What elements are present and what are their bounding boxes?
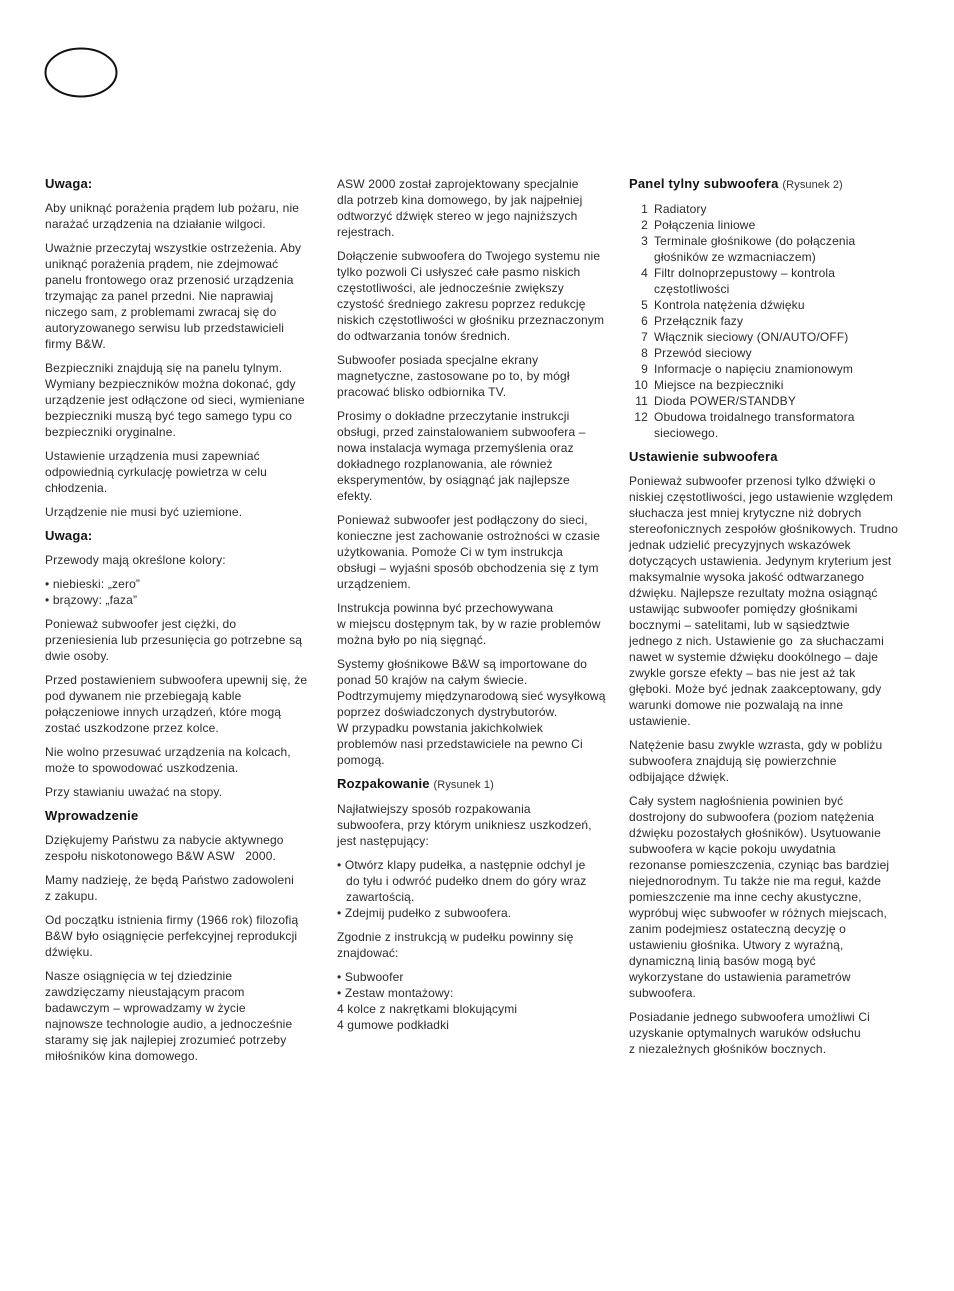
unpacking-title: Rozpakowanie [337,776,430,791]
wire-colors-list [45,576,325,608]
rear-panel-title: Panel tylny subwoofera [629,176,779,191]
item-text: Obudowa troidalnego transformatora sieciowego. [654,410,855,440]
list-item: 4 kolce z nakrętkami blokującymi [337,1002,518,1016]
list-item [631,313,919,329]
list-item: 4 gumowe podkładki [337,1018,450,1032]
column-right [629,176,919,1065]
column-middle [337,176,622,1041]
list-item [631,329,919,345]
list-item [631,377,919,393]
list-item: • brązowy: „faza” [45,593,138,607]
figure-reference: (Rysunek 1) [433,779,494,791]
item-text: Włącznik sieciowy (ON/AUTO/OFF) [654,330,849,344]
list-item [631,345,919,361]
intro-paragraph: Nasze osiągnięcia w tej dziedzinie zawdzięczamy nieustającym pracom badawczym – wprowadzamy w życie najnowsze technologie audio, a jednocześnie staramy się jak najlepiej zrozumieć potrzeby miłośników kina domowego. [45,969,293,1063]
language-tab-oval [44,47,118,98]
item-number: 12 [634,410,648,424]
unpacking-paragraph: Zgodnie z instrukcją w pudełku powinny się znajdować: [337,930,574,960]
item-number: 2 [641,218,648,232]
item-number: 3 [641,234,648,248]
warning-paragraph: Nie wolno przesuwać urządzenia na kolcach, może to spowodować uszkodzenia. [45,745,291,775]
intro-paragraph: Dziękujemy Państwu za nabycie aktywnego zespołu niskotonowego B&W ASW 2000. [45,833,284,863]
item-text: Kontrola natężenia dźwięku [654,298,805,312]
item-number: 4 [641,266,648,280]
fuse-paragraph: Bezpieczniki znajdują się na panelu tylnym. Wymiany bezpieczników można dokonać, gdy urządzenie jest odłączone od sieci, wymieniane bezpieczniki muszą być tego samego typu co bezpieczniki oryginalne. [45,361,305,439]
list-item: • Zestaw montażowy: [337,986,454,1000]
intro-paragraph: Od początku istnienia firmy (1966 rok) filozofią B&W było osiągnięcie perfekcyjnej reprodukcji dźwięku. [45,913,299,959]
item-number: 10 [634,378,648,392]
item-text: Połączenia liniowe [654,218,756,232]
item-text: Informacje o napięciu znamionowym [654,362,854,376]
list-item [631,233,919,265]
list-item [631,217,919,233]
warning-paragraph: Ponieważ subwoofer jest ciężki, do przeniesienia lub przesunięcia go potrzebne są dwie osoby. [45,617,303,663]
unpacking-heading [337,776,622,793]
list-item [631,393,919,409]
intro-paragraph: ASW 2000 został zaprojektowany specjalnie dla potrzeb kina domowego, by jak najpełniej odtworzyć dźwięk stereo w jego najniższych rejestrach. [337,177,583,239]
list-item: • Otwórz klapy pudełka, a następnie odchyl je do tyłu i odwróć pudełko dnem do góry wraz zawartością. [337,858,587,904]
intro-paragraph: Mamy nadzieję, że będą Państwo zadowoleni z zakupu. [45,873,294,903]
rear-panel-heading [629,176,919,193]
grounding-paragraph: Urządzenie nie musi być uziemione. [45,505,243,519]
item-text: Przełącznik fazy [654,314,744,328]
list-item: • niebieski: „zero” [45,577,141,591]
unpacking-paragraph: Najłatwiejszy sposób rozpakowania subwoofera, przy którym unikniesz uszkodzeń, jest następujący: [337,802,592,848]
item-number: 6 [641,314,648,328]
list-item [631,201,919,217]
warning-heading: Uwaga: [45,528,93,543]
warning-paragraph: Uważnie przeczytaj wszystkie ostrzeżenia. Aby uniknąć porażenia prądem, nie zdejmować panelu frontowego oraz przenosić urządzenia trzymając za panel przedni. Nie naprawiaj niczego sam, z problemami zwracaj się do autoryzowanego serwisu lub przedstawicieli firmy B&W. [45,241,302,351]
item-number: 5 [641,298,648,312]
item-number: 8 [641,346,648,360]
placement-paragraph: Posiadanie jednego subwoofera umożliwi Ci uzyskanie optymalnych waruków odsłuchu z niezależnych głośników bocznych. [629,1010,870,1056]
item-text: Filtr dolnoprzepustowy – kontrola częstotliwości [654,266,836,296]
package-contents-list [337,969,622,1033]
item-text: Terminale głośnikowe (do połączenia głośników ze wzmacniaczem) [654,234,856,264]
item-number: 11 [635,394,648,408]
warning-paragraph: Aby uniknąć porażenia prądem lub pożaru, nie narażać urządzenia na działanie wilgoci. [45,201,300,231]
item-number: 9 [641,362,648,376]
placement-paragraph: Cały system nagłośnienia powinien być dostrojony do subwoofera (poziom natężenia dźwięku pozostałych głośników). Usytuowanie subwoofera w kącie pokoju uwydatnia rezonanse pomieszczenia, czyniąc bas bardziej niejednorodnym. Tu także nie ma reguł, każde pomieszczenie ma inne cechy akustyczne, wypróbuj więc subwoofer w różnych miejscach, zanim podejmiesz ostateczną decyzję o ustawieniu głośnika. Utwory z wyraźną, dynamiczną linią basów mogą być wykorzystane do ustawienia parametrów subwoofera. [629,794,890,1000]
placement-paragraph: Ponieważ subwoofer przenosi tylko dźwięki o niskiej częstotliwości, jego ustawienie względem słuchacza jest mniej krytyczne niż dobrych stereofonicznych zespołów głośnikowych. Trudno jednak udzielić precyzyjnych wskazówek dotyczących ustawienia. Jedynym kryterium jest maksymalnie wysoka jakość odtwarzanego dźwięku. Najlepsze rezultaty można osiągnąć ustawijąc subwoofer pomiędzy głośnikami bocznymi – satelitami, lub w sąsiedztwie jednego z nich. Ustawienie go za słuchaczami nawet w systemie dźwięku dookólnego – daje zwykle gorsze efekty – bas nie jest aż tak głęboki. Może być jednak zaakceptowany, gdy warunki domowe nie pozwalają na inne ustawienie. [629,474,899,728]
list-item: • Subwoofer [337,970,404,984]
list-item [631,297,919,313]
warning-heading: Uwaga: [45,176,93,191]
intro-paragraph: Dołączenie subwoofera do Twojego systemu nie tylko pozwoli Ci usłyszeć całe pasmo niskich częstotliwości, ale jednocześnie zwiększy czystość średniego zakresu poprzez redukcję niskich częstotliwości w głośniku przeznaczonym do odtwarzania tonów średnich. [337,249,605,343]
intro-paragraph: Subwoofer posiada specjalne ekrany magnetyczne, zastosowane po to, by mógł pracować blisko odbiornika TV. [337,353,570,399]
ventilation-paragraph: Ustawienie urządzenia musi zapewniać odpowiednią cyrkulację powietrza w celu chłodzenia. [45,449,267,495]
intro-paragraph: Instrukcja powinna być przechowywana w miejscu dostępnym tak, by w razie problemów można było po nią sięgnąć. [337,601,601,647]
list-item: • Zdejmij pudełko z subwoofera. [337,906,512,920]
item-number: 1 [641,202,648,216]
intro-heading: Wprowadzenie [45,808,139,823]
rear-panel-list [629,201,919,441]
item-text: Miejsce na bezpieczniki [654,378,784,392]
column-left [45,176,325,1072]
placement-paragraph: Natężenie basu zwykle wzrasta, gdy w pobliżu subwoofera znajdują się powierzchnie odbijające dźwięk. [629,738,883,784]
intro-paragraph: Systemy głośnikowe B&W są importowane do ponad 50 krajów na całym świecie. Podtrzymujemy międzynarodową sieć wysyłkową poprzez doświadczonych dystrybutorów. W przypadku powstania jakichkolwiek problemów nasi przedstawiciele na pewno Ci pomogą. [337,657,606,767]
unpacking-steps [337,857,622,921]
warning-paragraph: Przy stawianiu uważać na stopy. [45,785,223,799]
intro-paragraph: Ponieważ subwoofer jest podłączony do sieci, konieczne jest zachowanie ostrożności w czasie użytkowania. Pomoże Ci w tym instrukcja obsługi – wyjaśni sposób obchodzenia się z tym urządzeniem. [337,513,601,591]
item-text: Dioda POWER/STANDBY [654,394,796,408]
warning-paragraph: Przed postawieniem subwoofera upewnij się, że pod dywanem nie przebiegają kable połączeniowe innych urządzeń, które mogą zostać uszkodzone przez kolce. [45,673,308,735]
item-text: Radiatory [654,202,707,216]
list-item [631,265,919,297]
item-text: Przewód sieciowy [654,346,752,360]
wire-colors-paragraph: Przewody mają określone kolory: [45,553,226,567]
figure-reference: (Rysunek 2) [782,179,843,191]
list-item [631,361,919,377]
placement-heading: Ustawienie subwoofera [629,449,778,464]
item-number: 7 [641,330,648,344]
intro-paragraph: Prosimy o dokładne przeczytanie instrukcji obsługi, przed zainstalowaniem subwoofera – nowa instalacja wymaga przemyślenia oraz dokładnego rozplanowania, ale również eksperymentów, by osiągnąć jak najlepsze efekty. [337,409,586,503]
list-item [631,409,919,441]
